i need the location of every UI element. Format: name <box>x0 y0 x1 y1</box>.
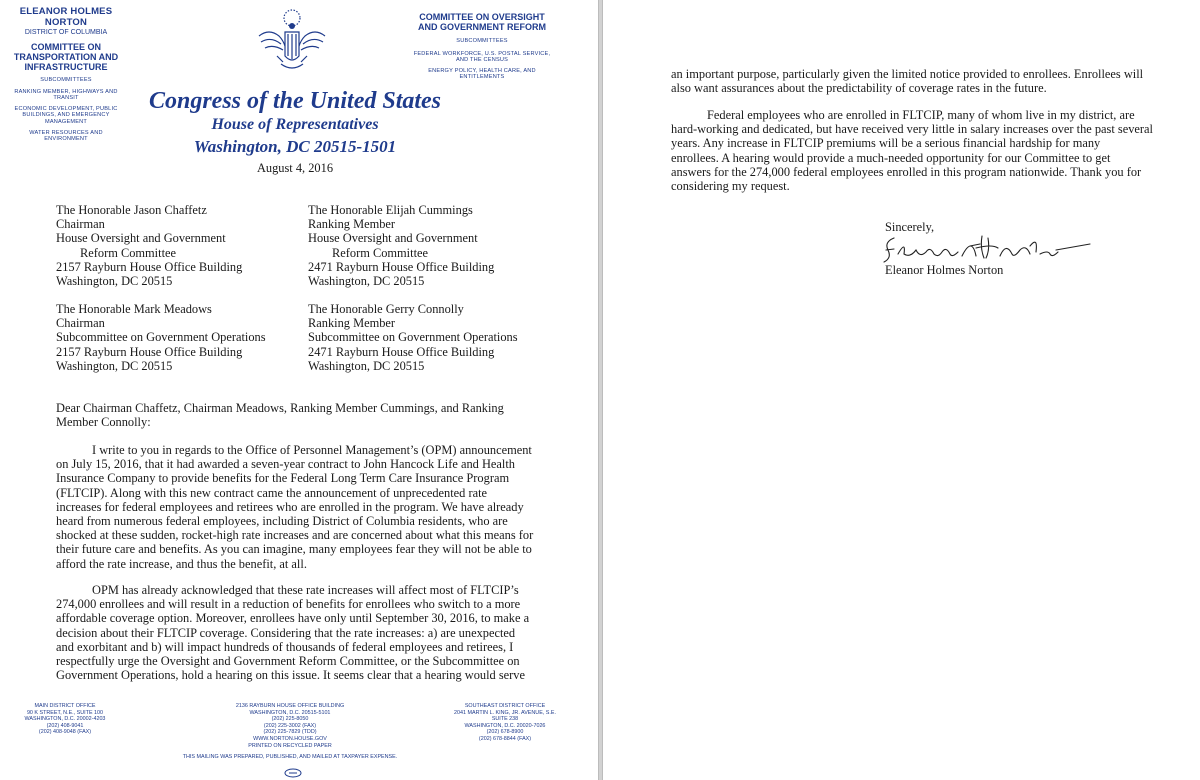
footer-washington-office: 2136 RAYBURN HOUSE OFFICE BUILDING WASHINGTON, D.C. 20515-5101 (202) 225-8050 (202) 225-3002 (FAX) (202) 225-7829 (TDD) WWW.NORTON.HOUSE.GOV PRINTED ON RECYCLED PAPER <box>235 703 345 749</box>
right-subcommittees: FEDERAL WORKFORCE, U.S. POSTAL SERVICE, AND THE CENSUS ENERGY POLICY, HEALTH CARE, AND ENTITLEMENTS <box>413 50 551 81</box>
recycle-logo-icon <box>284 765 302 775</box>
salutation: Dear Chairman Chaffetz, Chairman Meadows, Ranking Member Cummings, and Ranking Member Connolly: <box>56 401 504 430</box>
letter-page-2 <box>605 0 1200 780</box>
member-district: DISTRICT OF COLUMBIA <box>24 29 108 36</box>
city-title: Washington, DC 20515-1501 <box>193 137 397 156</box>
addressee-chaffetz: The Honorable Jason Chaffetz Chairman House Oversight and Government Reform Committee 2157 Rayburn House Office Building Washington, DC 20515 <box>56 203 243 289</box>
right-subcommittees-heading: SUBCOMMITTEES <box>456 38 508 44</box>
footer-main-district-office: MAIN DISTRICT OFFICE 90 K STREET, N.E., SUITE 100 WASHINGTON, D.C. 20002-4203 (202) 408-9041 (202) 408-9048 (FAX) <box>24 703 106 736</box>
closing: Sincerely, <box>885 220 935 234</box>
member-name: ELEANOR HOLMES NORTON <box>19 6 113 28</box>
congress-title: Congress of the United States <box>148 88 442 114</box>
body-paragraph-3: Federal employees who are enrolled in FLTCIP, many of whom live in my district, are hard-working and dedicated, but have received very little in salary increases over the past several years. Any increase in FLTCIP premiums will be a serious financial hardship for many enrollees. A hearing would provide a much-needed opportunity for our Committee to get answers for the 274,000 federal employees enrolled in this program nationwide. Thank you for considering my request. <box>671 108 1154 194</box>
letterhead-right-block <box>412 12 552 81</box>
addressee-cummings: The Honorable Elijah Cummings Ranking Member House Oversight and Government Reform Committee 2471 Rayburn House Office Building Washington, DC 20515 <box>308 203 495 289</box>
body-paragraph-2: OPM has already acknowledged that these rate increases will affect most of FLTCIP’s 274,000 enrollees and will result in a reduction of benefits for enrollees who switch to a more affordable coverage option. Moreover, enrollees have only until September 30, 2016, to make a decision about their FLTCIP coverage. Considering that the rate increases: a) are unexpected and exorbitant and b) will impact hundreds of thousands of federal employees and retirees, I respectfully urge the Oversight and Government Reform Committee, or the Subcommittee on Government Operations, hold a hearing on this issue. It seems clear that a hearing would serve <box>56 583 530 683</box>
addressee-connolly: The Honorable Gerry Connolly Ranking Member Subcommittee on Government Operations 2471 Rayburn House Office Building Washington, DC 20515 <box>308 302 518 373</box>
signer-name: Eleanor Holmes Norton <box>885 263 1004 277</box>
body-paragraph-1: I write to you in regards to the Office of Personnel Management’s (OPM) announcement on July 15, 2016, that it had awarded a seven-year contract to John Hancock Life and Health Insurance Company to provide benefits for the Federal Long Term Care Insurance Program (FLTCIP). Along with this new contract came the announcement of unprecedented rate increases for federal employees and retirees who are enrolled in the program. We have already heard from numerous federal employees, including District of Columbia residents, who are shocked at these sudden, rocket-high rate increases and are concerned about what this means for their future care and benefits. As you can imagine, many employees fear they will not be able to afford the rate increase, and thus the benefit, at all. <box>56 443 534 571</box>
left-subcommittees: RANKING MEMBER, HIGHWAYS AND TRANSIT ECONOMIC DEVELOPMENT, PUBLIC BUILDINGS, AND EMERGENCY MANAGEMENT WATER RESOURCES AND ENVIRONMENT <box>14 88 118 143</box>
house-title: House of Representatives <box>211 116 379 133</box>
handwritten-signature-icon <box>880 232 1095 266</box>
page-divider <box>598 0 603 780</box>
body-paragraph-2-continued: an important purpose, particularly given the limited notice provided to enrollees. Enrollees will also want assurances about the predictability of coverage rates in the future. <box>671 67 1144 96</box>
letter-date: August 4, 2016 <box>256 161 334 175</box>
left-committee: COMMITTEE ON TRANSPORTATION AND INFRASTRUCTURE <box>13 42 119 72</box>
addressee-meadows: The Honorable Mark Meadows Chairman Subcommittee on Government Operations 2157 Rayburn House Office Building Washington, DC 20515 <box>56 302 266 373</box>
left-subcommittees-heading: SUBCOMMITTEES <box>40 77 92 83</box>
letterhead-left-block <box>0 6 132 143</box>
right-committee: COMMITTEE ON OVERSIGHT AND GOVERNMENT REFORM <box>418 12 546 32</box>
footer-southeast-office: SOUTHEAST DISTRICT OFFICE 2041 MARTIN L. KING, JR. AVENUE, S.E. SUITE 238 WASHINGTON, D.C. 20020-7026 (202) 678-8900 (202) 678-8844 (FAX) <box>454 703 556 742</box>
great-seal-eagle-icon <box>255 6 329 82</box>
letter-page-1 <box>0 0 596 780</box>
footer-mailing-note: THIS MAILING WAS PREPARED, PUBLISHED, AND MAILED AT TAXPAYER EXPENSE. <box>182 754 398 760</box>
